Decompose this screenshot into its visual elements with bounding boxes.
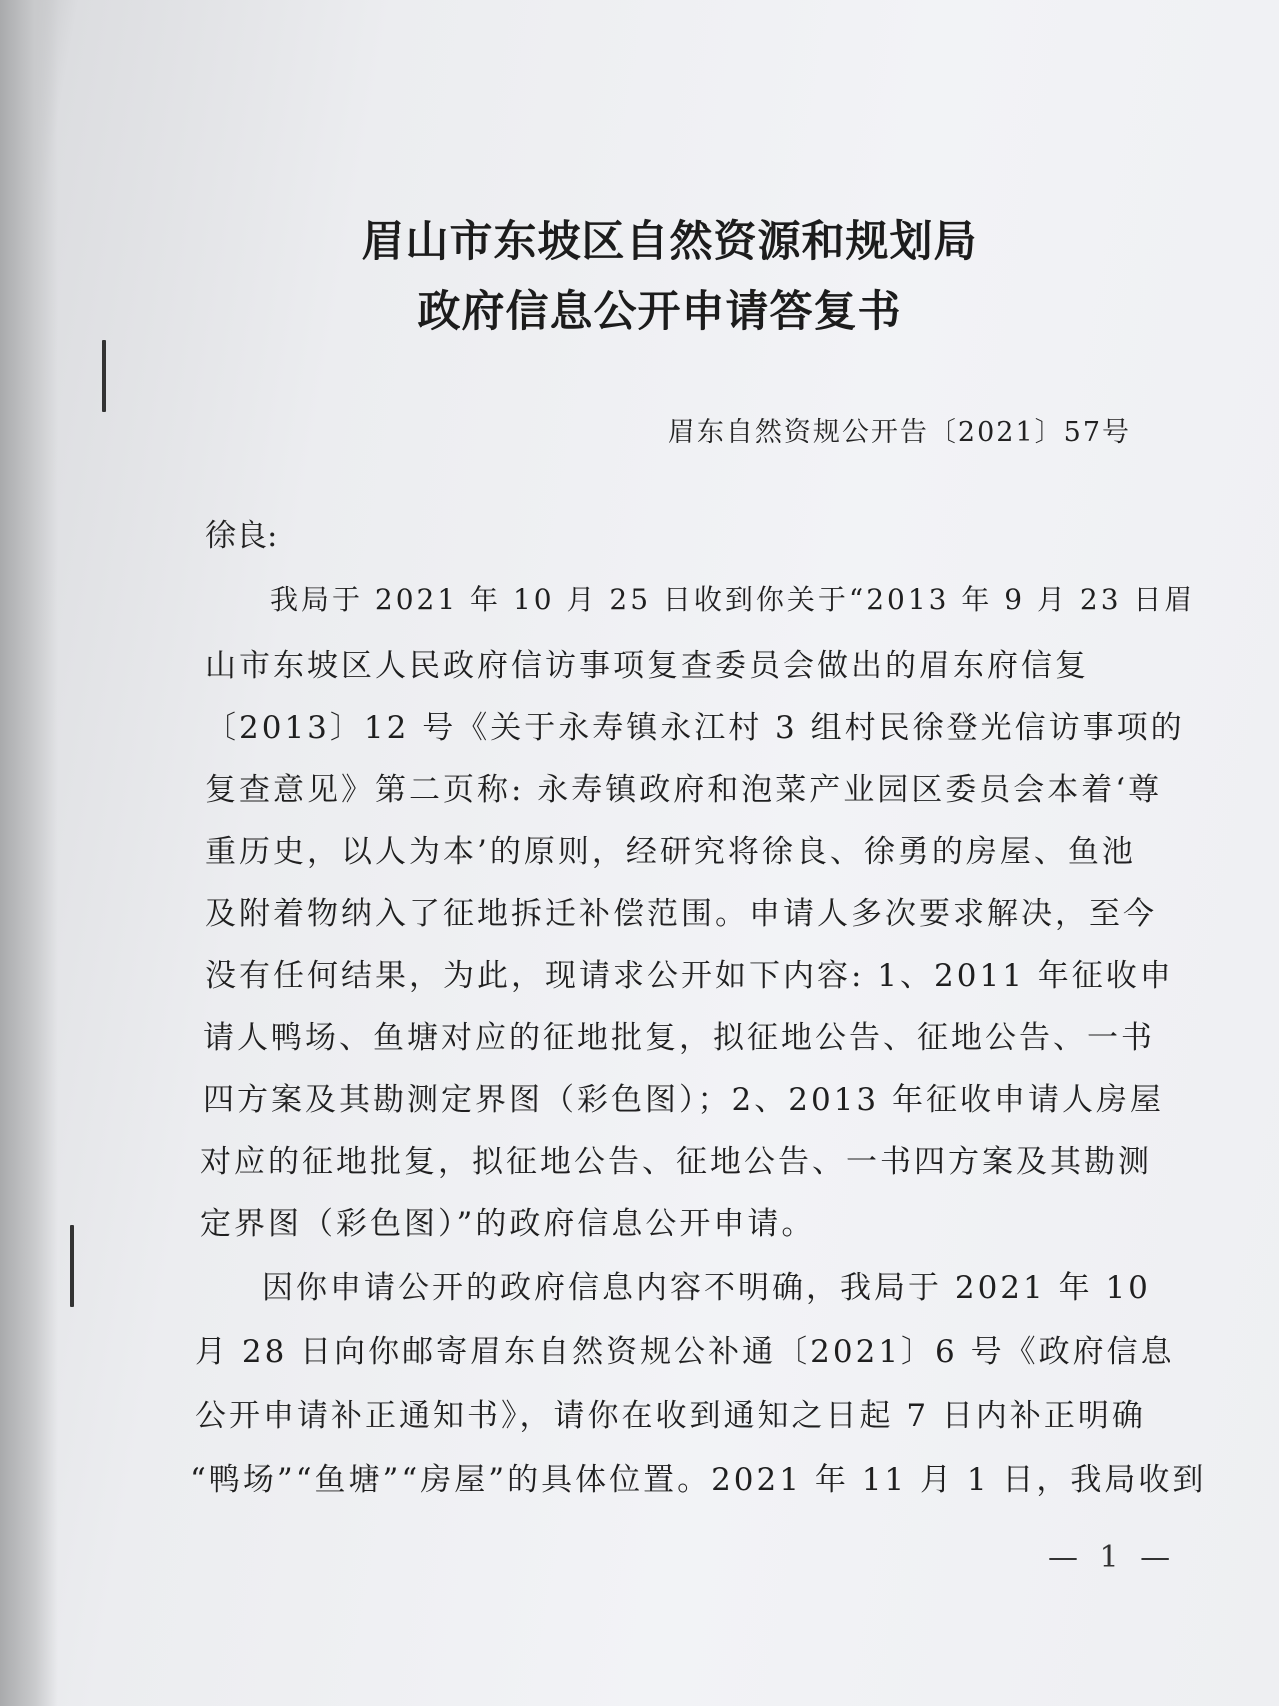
paragraph2-line: 月 28 日向你邮寄眉东自然资规公补通〔2021〕6 号《政府信息 xyxy=(195,1334,1175,1370)
paragraph2-line: “鸭场”“鱼塘”“房屋”的具体位置。2021 年 11 月 1 日，我局收到 xyxy=(190,1462,1207,1498)
paragraph2-line: 因你申请公开的政府信息内容不明确，我局于 2021 年 10 xyxy=(262,1270,1151,1306)
page-number: — 1 — xyxy=(1048,1540,1177,1575)
paragraph1-line: 复查意见》第二页称: 永寿镇政府和泡菜产业园区委员会本着‘尊 xyxy=(205,772,1163,808)
salutation: 徐良: xyxy=(205,518,278,554)
paragraph1-line: 没有任何结果，为此，现请求公开如下内容: 1、2011 年征收申 xyxy=(205,958,1174,994)
paragraph1-line: 山市东坡区人民政府信访事项复查委员会做出的眉东府信复 xyxy=(205,648,1089,684)
paragraph1-line: 重历史，以人为本’的原则，经研究将徐良、徐勇的房屋、鱼池 xyxy=(205,834,1136,870)
paragraph1-line: 请人鸭场、鱼塘对应的征地批复，拟征地公告、征地公告、一书 xyxy=(203,1020,1155,1056)
paragraph1-line: 四方案及其勘测定界图（彩色图）；2、2013 年征收申请人房屋 xyxy=(203,1082,1164,1118)
paragraph1-line: 〔2013〕12 号《关于永寿镇永江村 3 组村民徐登光信访事项的 xyxy=(205,710,1185,746)
paragraph1-line: 对应的征地批复，拟征地公告、征地公告、一书四方案及其勘测 xyxy=(200,1144,1152,1180)
paragraph1-line: 我局于 2021 年 10 月 25 日收到你关于“2013 年 9 月 23 日眉 xyxy=(270,583,1196,616)
document-number: 眉东自然资规公开告〔2021〕57号 xyxy=(667,417,1131,448)
paragraph2-line: 公开申请补正通知书》，请你在收到通知之日起 7 日内补正明确 xyxy=(195,1398,1146,1434)
document-title-line2: 政府信息公开申请答复书 xyxy=(417,287,902,337)
paragraph1-line: 及附着物纳入了征地拆迁补偿范围。申请人多次要求解决，至今 xyxy=(205,896,1157,932)
document-title-line1: 眉山市东坡区自然资源和规划局 xyxy=(361,217,978,267)
paragraph1-line: 定界图（彩色图）”的政府信息公开申请。 xyxy=(200,1206,816,1242)
binding-mark xyxy=(70,1225,74,1307)
binding-mark xyxy=(102,340,106,412)
